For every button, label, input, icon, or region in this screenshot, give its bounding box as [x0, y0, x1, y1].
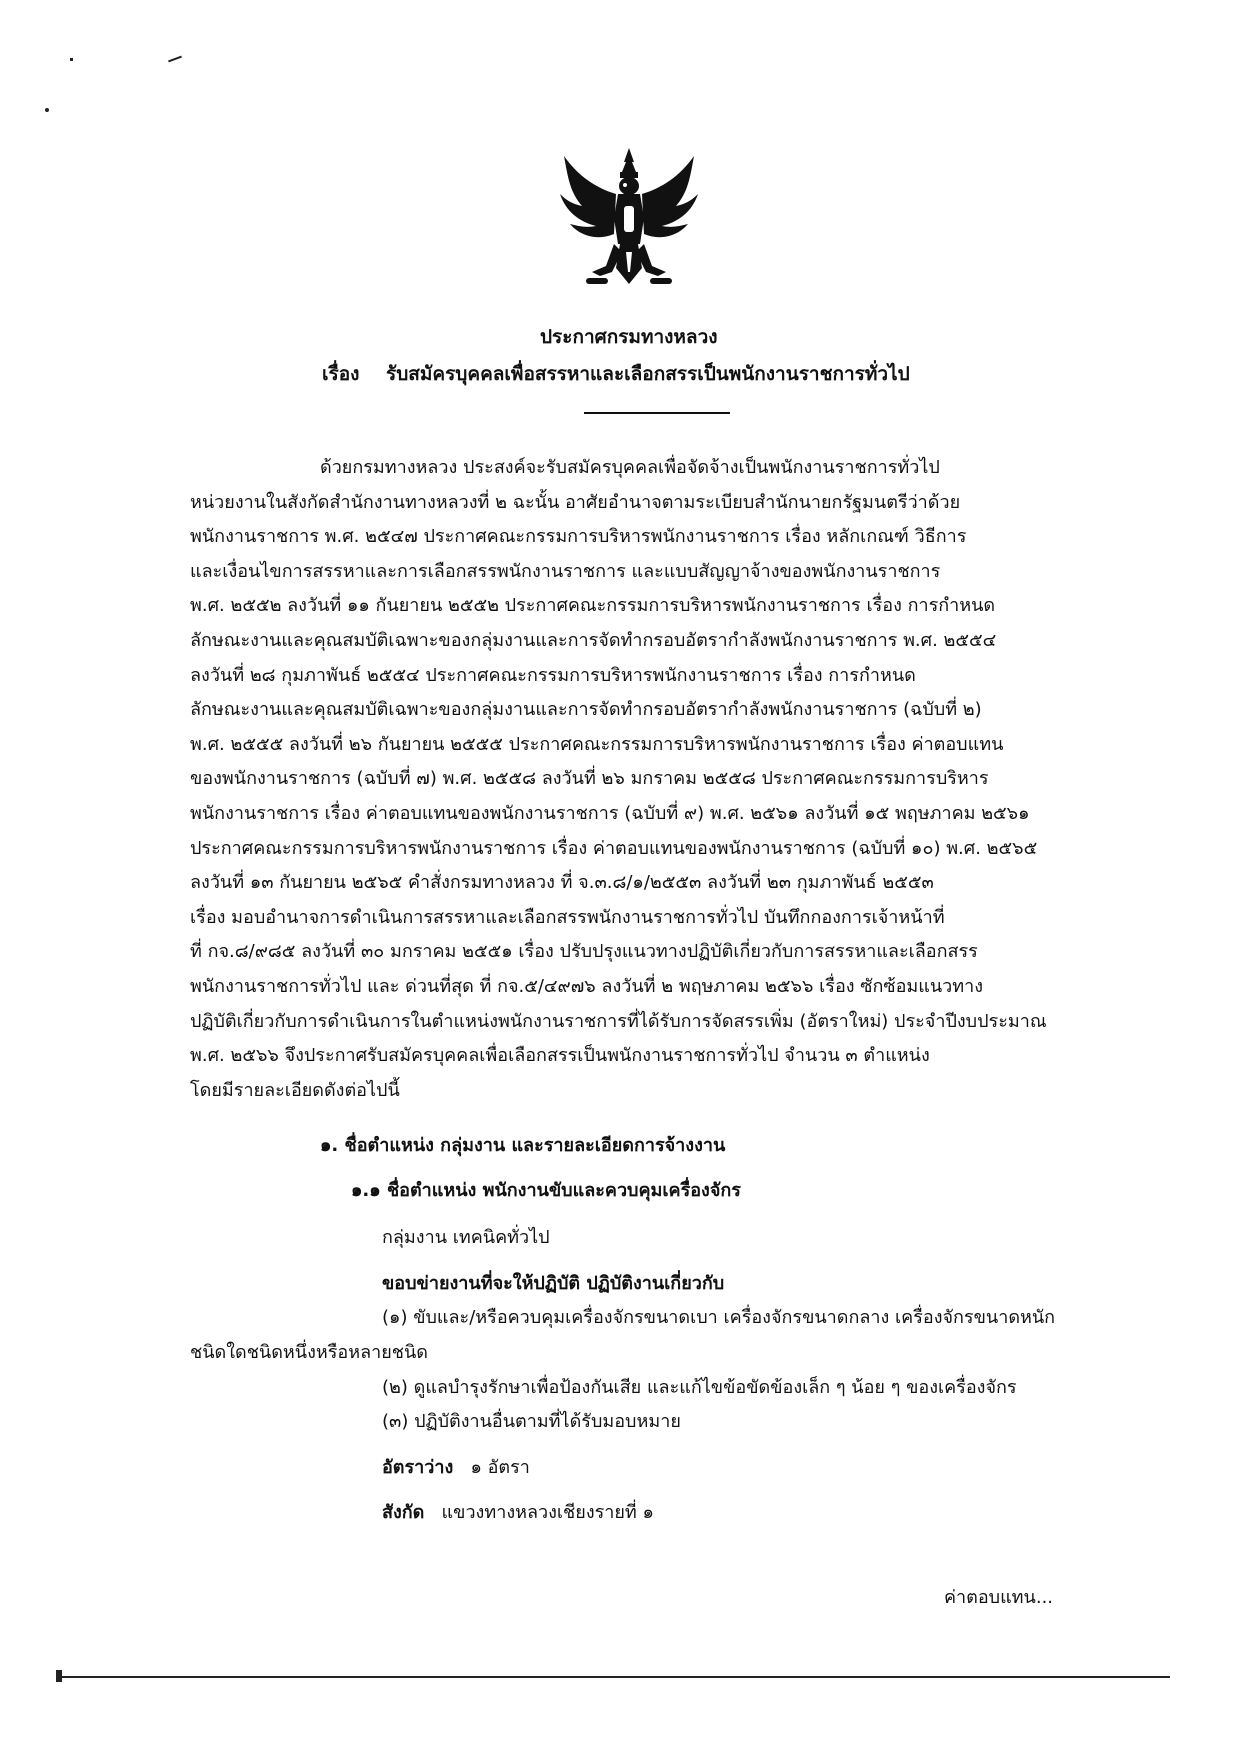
body-line: พนักงานราชการ เรื่อง ค่าตอบแทนของพนักงานราชการ (ฉบับที่ ๙) พ.ศ. ๒๕๖๑ ลงวันที่ ๑๕ พฤษภาคม ๒๕๖๑ — [190, 802, 1030, 824]
position-heading: ๑.๑ ชื่อตำแหน่ง พนักงานขับและควบคุมเครื่องจักร — [351, 1180, 741, 1201]
garuda-emblem-icon — [556, 148, 702, 294]
body-line: ลักษณะงานและคุณสมบัติเฉพาะของกลุ่มงานและการจัดทำกรอบอัตรากำลังพนักงานราชการ พ.ศ. ๒๕๕๔ — [190, 629, 997, 651]
body-paragraph — [190, 451, 1070, 1108]
duty-item: (๑) ขับและ/หรือควบคุมเครื่องจักรขนาดเบา เครื่องจักรขนาดกลาง เครื่องจักรขนาดหนัก — [382, 1307, 1056, 1328]
announcement-title: ประกาศกรมทางหลวง — [540, 326, 718, 348]
body-line: เรื่อง มอบอำนาจการดำเนินการสรรหาและเลือกสรรพนักงานราชการทั่วไป บันทึกกองการเจ้าหน้าที่ — [190, 906, 945, 928]
affiliation-value: แขวงทางหลวงเชียงรายที่ ๑ — [441, 1502, 654, 1523]
announcement-subject — [322, 359, 910, 389]
scan-speck — [70, 58, 73, 61]
vacancy-value: ๑ อัตรา — [470, 1457, 530, 1478]
body-line: ประกาศคณะกรรมการบริหารพนักงานราชการ เรื่อง ค่าตอบแทนของพนักงานราชการ (ฉบับที่ ๑๐) พ.ศ. ๒๕๖๕ — [190, 837, 1038, 859]
body-line: พนักงานราชการทั่วไป และ ด่วนที่สุด ที่ กจ.๕/๔๙๗๖ ลงวันที่ ๒ พฤษภาคม ๒๕๖๖ เรื่อง ซักซ้อมแนวทาง — [190, 975, 984, 997]
duty-item: (๒) ดูแลบำรุงรักษาเพื่อป้องกันเสีย และแก้ไขข้อขัดข้องเล็ก ๆ น้อย ๆ ของเครื่องจักร — [382, 1377, 1017, 1398]
body-line: หน่วยงานในสังกัดสำนักงานทางหลวงที่ ๒ ฉะนั้น อาศัยอำนาจตามระเบียบสำนักนายกรัฐมนตรีว่าด้วย — [190, 491, 961, 513]
body-line: พ.ศ. ๒๕๕๕ ลงวันที่ ๒๖ กันยายน ๒๕๕๕ ประกาศคณะกรรมการบริหารพนักงานราชการ เรื่อง ค่าตอบแทน — [190, 733, 1004, 755]
scope-heading: ขอบข่ายงานที่จะให้ปฏิบัติ ปฏิบัติงานเกี่ยวกับ — [382, 1273, 725, 1294]
duty-item-continued: ชนิดใดชนิดหนึ่งหรือหลายชนิด — [190, 1342, 428, 1363]
scan-speck — [45, 108, 49, 112]
vacancy-label: อัตราว่าง — [382, 1457, 454, 1478]
body-line: ปฏิบัติเกี่ยวกับการดำเนินการในตำแหน่งพนักงานราชการที่ได้รับการจัดสรรเพิ่ม (อัตราใหม่) ประจำปีงบประมาณ — [190, 1010, 1047, 1032]
subject-text: รับสมัครบุคคลเพื่อสรรหาและเลือกสรรเป็นพนักงานราชการทั่วไป — [386, 363, 910, 385]
subject-label: เรื่อง — [322, 363, 360, 385]
title-divider — [584, 412, 730, 414]
body-line: ด้วยกรมทางหลวง ประสงค์จะรับสมัครบุคคลเพื่อจัดจ้างเป็นพนักงานราชการทั่วไป — [320, 457, 940, 478]
body-line: ที่ กจ.๘/๙๘๕ ลงวันที่ ๓๐ มกราคม ๒๕๕๑ เรื่อง ปรับปรุงแนวทางปฏิบัติเกี่ยวกับการสรรหาและเลือกสรร — [190, 941, 978, 963]
body-line: ของพนักงานราชการ (ฉบับที่ ๗) พ.ศ. ๒๕๕๘ ลงวันที่ ๒๖ มกราคม ๒๕๕๘ ประกาศคณะกรรมการบริหาร — [190, 768, 989, 790]
body-line: ลงวันที่ ๑๓ กันยายน ๒๕๖๕ คำสั่งกรมทางหลวง ที่ จ.๓.๘/๑/๒๕๕๓ ลงวันที่ ๒๓ กุมภาพันธ์ ๒๕๕๓ — [190, 872, 934, 894]
vacancy-row — [382, 1452, 530, 1481]
duty-item: (๓) ปฏิบัติงานอื่นตามที่ได้รับมอบหมาย — [382, 1411, 681, 1432]
job-group: กลุ่มงาน เทคนิคทั่วไป — [382, 1227, 550, 1248]
body-line: พ.ศ. ๒๕๖๖ จึงประกาศรับสมัครบุคคลเพื่อเลือกสรรเป็นพนักงานราชการทั่วไป จำนวน ๓ ตำแหน่ง — [190, 1045, 930, 1067]
body-line: โดยมีรายละเอียดดังต่อไปนี้ — [190, 1079, 400, 1101]
body-line: ลักษณะงานและคุณสมบัติเฉพาะของกลุ่มงานและการจัดทำกรอบอัตรากำลังพนักงานราชการ (ฉบับที่ ๒) — [190, 699, 982, 721]
affiliation-row — [382, 1497, 654, 1526]
body-line: และเงื่อนไขการสรรหาและการเลือกสรรพนักงานราชการ และแบบสัญญาจ้างของพนักงานราชการ — [190, 560, 941, 582]
affiliation-label: สังกัด — [382, 1502, 425, 1523]
bottom-rule — [60, 1676, 1170, 1678]
section-heading: ๑. ชื่อตำแหน่ง กลุ่มงาน และรายละเอียดการจ้างงาน — [320, 1135, 726, 1156]
body-line: พ.ศ. ๒๕๕๒ ลงวันที่ ๑๑ กันยายน ๒๕๕๒ ประกาศคณะกรรมการบริหารพนักงานราชการ เรื่อง การกำหนด — [190, 595, 996, 617]
body-line: พนักงานราชการ พ.ศ. ๒๕๔๗ ประกาศคณะกรรมการบริหารพนักงานราชการ เรื่อง หลักเกณฑ์ วิธีการ — [190, 526, 967, 548]
body-line: ลงวันที่ ๒๘ กุมภาพันธ์ ๒๕๕๔ ประกาศคณะกรรมการบริหารพนักงานราชการ เรื่อง การกำหนด — [190, 664, 916, 686]
scan-speck — [168, 56, 182, 63]
continuation-text: ค่าตอบแทน... — [944, 1587, 1054, 1608]
